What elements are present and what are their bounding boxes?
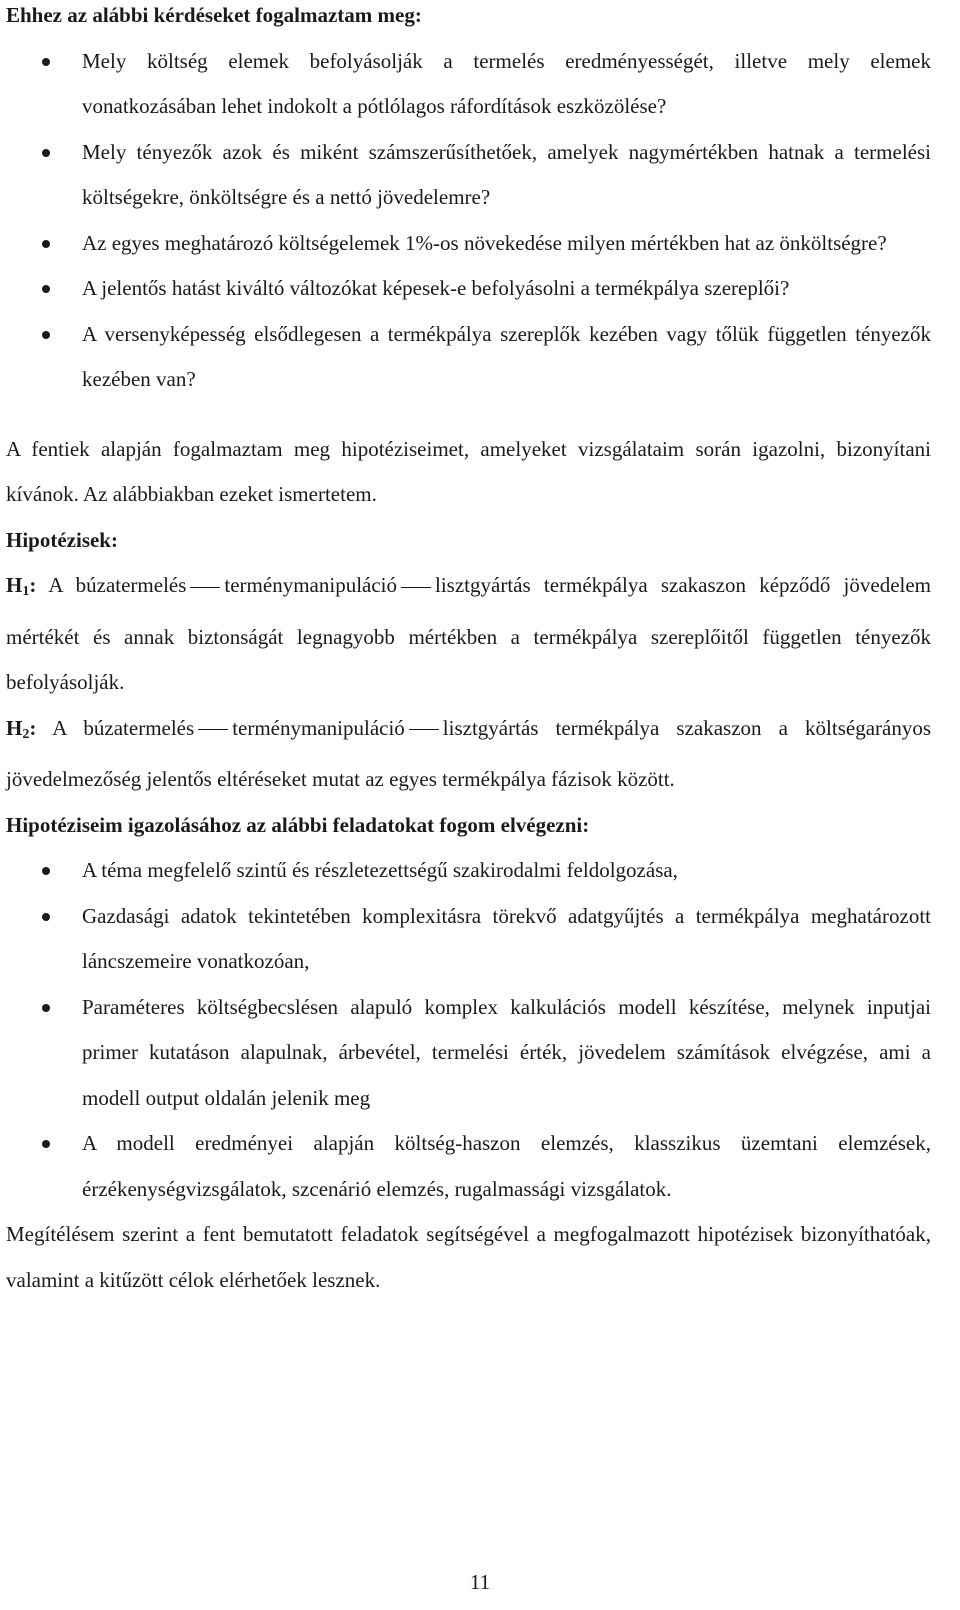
dash-separator: [198, 729, 228, 730]
page-number: 11: [469, 1570, 491, 1594]
bullet-icon: [42, 1004, 50, 1012]
task-text: Gazdasági adatok tekintetében komplexitásra törekvő adatgyűjtés a termékpálya meghatározott láncszemeire vonatkozóan,: [82, 903, 931, 973]
bullet-icon: [42, 867, 50, 875]
task-item: [6, 848, 931, 894]
hypothesis-1-part1: A búzatermelés: [48, 573, 187, 597]
hypothesis-2-label: $H_2$:: [6, 715, 37, 742]
bullet-icon: [42, 331, 50, 339]
hypothesis-2-part2: terménymanipuláció: [232, 715, 405, 740]
questions-heading: Ehhez az alábbi kérdéseket fogalmaztam meg:: [6, 3, 422, 27]
questions-list: [6, 39, 931, 403]
bullet-icon: [42, 58, 50, 66]
dash-separator: [409, 729, 439, 730]
question-item: [6, 221, 931, 267]
hypothesis-1-part2: terménymanipuláció: [224, 573, 398, 597]
task-text: A modell eredményei alapján költség-haszon elemzés, klasszikus üzemtani elemzések, érzékenységvizsgálatok, szcenárió elemzés, rugalmassági vizsgálatok.: [82, 1131, 931, 1201]
hypothesis-2: [6, 706, 931, 803]
question-item: [6, 39, 931, 130]
question-item: [6, 266, 931, 312]
question-item: [6, 312, 931, 403]
task-item: [6, 1121, 931, 1212]
hypothesis-1-label: $H_1$:: [6, 573, 37, 599]
conclusion-paragraph: Megítélésem szerint a fent bemutatott feladatok segítségével a megfogalmazott hipotézisek bizonyíthatóak, valamint a kitűzött célok elérhetőek lesznek.: [6, 1222, 931, 1292]
hypothesis-2-part1: A búzatermelés: [52, 715, 195, 740]
task-text: A téma megfelelő szintű és részletezettségű szakirodalmi feldolgozása,: [82, 858, 678, 882]
question-text: Az egyes meghatározó költségelemek 1%-os növekedése milyen mértékben hat az önköltségre?: [82, 230, 887, 255]
bullet-icon: [42, 149, 50, 157]
spacer: [6, 403, 931, 427]
dash-separator: [190, 587, 220, 588]
tasks-heading: Hipotéziseim igazolásához az alábbi feladatokat fogom elvégezni:: [6, 812, 590, 837]
bullet-icon: [42, 240, 50, 248]
question-text: A versenyképesség elsődlegesen a termékpálya szereplők kezében vagy tőlük független tényezők kezében van?: [82, 321, 931, 391]
hypotheses-heading: Hipotézisek:: [6, 527, 118, 552]
document-page: [6, 0, 931, 1303]
task-text: Paraméteres költségbecslésen alapuló komplex kalkulációs modell készítése, melynek inputjai primer kutatáson alapulnak, árbevétel, termelési érték, jövedelem számítások elvégzése, ami a modell output oldalán jelenik meg: [82, 994, 931, 1110]
bullet-icon: [42, 1140, 50, 1148]
transition-paragraph: A fentiek alapján fogalmaztam meg hipotéziseimet, amelyeket vizsgálataim során igazolni, bizonyítani kívánok. Az alábbiakban ezeket ismertetem.: [6, 436, 931, 506]
question-item: [6, 130, 931, 221]
bullet-icon: [42, 285, 50, 293]
bullet-icon: [42, 913, 50, 921]
task-item: [6, 985, 931, 1122]
dash-separator: [401, 587, 431, 588]
question-text: A jelentős hatást kiváltó változókat képesek-e befolyásolni a termékpálya szereplői?: [82, 276, 790, 300]
question-text: Mely költség elemek befolyásolják a termelés eredményességét, illetve mely elemek vonatkozásában lehet indokolt a pótlólagos ráfordítások eszközölése?: [82, 48, 931, 118]
hypothesis-1: [6, 563, 931, 706]
hypothesis-2-part3: lisztgyártás termékpálya szakaszon a költségarányos jövedelmezőség jelentős eltéréseket mutat az egyes termékpálya fázisok között.: [6, 715, 932, 791]
task-item: [6, 894, 931, 985]
question-text: Mely tényezők azok és miként számszerűsíthetőek, amelyek nagymértékben hatnak a termelési költségekre, önköltségre és a nettó jövedelemre?: [82, 139, 931, 209]
tasks-list: [6, 848, 931, 1212]
hypothesis-1-part3: lisztgyártás termékpálya szakaszon képződő jövedelem mértékét és annak biztonságát legnagyobb mértékben a termékpálya szereplőitől független tényezők befolyásolják.: [6, 573, 932, 694]
